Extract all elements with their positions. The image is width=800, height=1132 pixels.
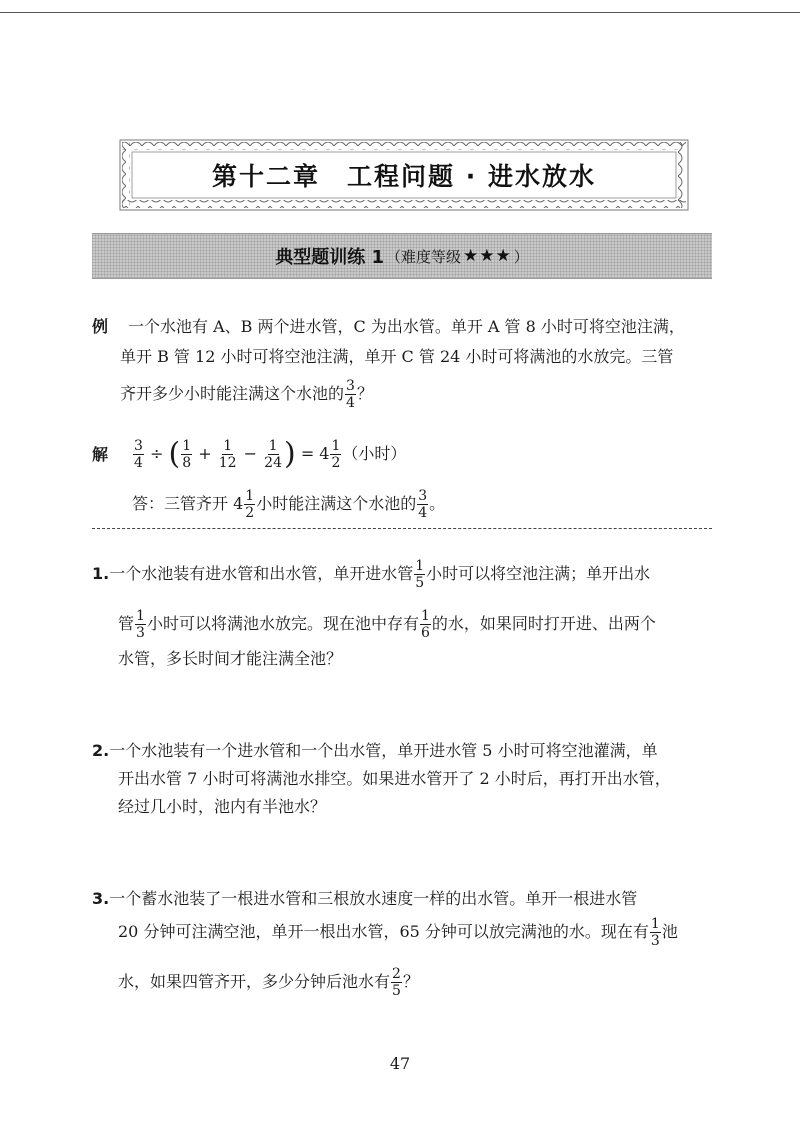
problem-1-line-1 xyxy=(92,554,650,594)
problem-number: 2. xyxy=(92,741,110,760)
fraction-denominator: 12 xyxy=(218,455,237,471)
fraction-numerator: 1 xyxy=(245,488,255,504)
solution-fraction xyxy=(218,438,238,471)
fraction-numerator: 3 xyxy=(346,378,355,394)
result-fraction xyxy=(330,438,341,471)
fraction-numerator: 1 xyxy=(182,438,192,454)
example-line-2: 单开 B 管 12 小时可将空池注满，单开 C 管 24 小时可将满池的水放完。三管 xyxy=(120,347,674,366)
minus-sign: − xyxy=(243,444,258,463)
problem-fraction xyxy=(650,916,661,949)
result-unit: （小时） xyxy=(342,444,407,463)
problem-2-line-2: 开出水管 7 小时可将满池水排空。如果进水管开了 2 小时后，再打开出水管， xyxy=(118,769,671,788)
fraction-numerator: 1 xyxy=(415,558,425,574)
answer-text: 答：三管齐开 4 xyxy=(132,494,244,513)
right-bracket: ) xyxy=(284,436,296,472)
problem-3-line-1 xyxy=(92,888,637,910)
difficulty-stars: ★★★ xyxy=(463,246,512,266)
fraction-numerator: 1 xyxy=(331,438,341,454)
solution-fraction xyxy=(133,438,144,471)
problem-text: 的水，如果同时打开进、出两个 xyxy=(431,614,656,633)
fraction-denominator: 3 xyxy=(136,625,145,641)
problem-2-line-3: 经过几小时，池内有半池水？ xyxy=(118,797,327,816)
fraction-denominator: 5 xyxy=(415,575,425,591)
fraction-numerator: 3 xyxy=(134,438,143,454)
fraction-denominator: 6 xyxy=(420,625,430,641)
fraction-denominator: 4 xyxy=(418,505,428,521)
answer-fraction xyxy=(417,488,428,521)
fraction-numerator: 1 xyxy=(223,438,233,454)
problem-text: ？ xyxy=(402,972,419,991)
problem-1-line-3: 水管，多长时间才能注满全池？ xyxy=(118,649,343,668)
difficulty-label: （难度等级 xyxy=(386,247,462,266)
problem-fraction xyxy=(135,608,146,641)
page-number: 47 xyxy=(389,1054,411,1073)
fraction-numerator: 1 xyxy=(650,916,660,932)
dashed-divider xyxy=(92,528,712,529)
difficulty-close: ） xyxy=(513,247,529,266)
chapter-title: 第十二章 工程问题 · 进水放水 xyxy=(212,162,596,191)
chapter-banner xyxy=(118,138,690,212)
problem-text: 小时可以将空池注满；单开出水 xyxy=(426,564,651,583)
example-line-3 xyxy=(120,374,373,414)
section-header xyxy=(92,233,712,279)
problem-text: 一个水池装有进水管和出水管，单开进水管 xyxy=(109,564,414,583)
example-fraction xyxy=(345,378,356,411)
solution-fraction xyxy=(263,438,283,471)
example-label: 例 xyxy=(92,317,109,336)
problem-text: 一个蓄水池装了一根进水管和三根放水速度一样的出水管。单开一根进水管 xyxy=(109,889,638,908)
answer-text-mid: 小时能注满这个水池的 xyxy=(256,494,417,513)
problem-text: 一个水池装有一个进水管和一个出水管，单开进水管 5 小时可将空池灌满，单 xyxy=(109,741,658,760)
plus-sign: + xyxy=(198,444,212,463)
example-line-1: 一个水池有 A、B 两个进水管，C 为出水管。单开 A 管 8 小时可将空池注满， xyxy=(128,317,685,336)
top-rule xyxy=(0,12,800,13)
answer-text-end: 。 xyxy=(429,494,446,513)
fraction-denominator: 4 xyxy=(134,455,143,471)
problem-text: 小时可以将满池水放完。现在池中存有 xyxy=(146,614,419,633)
problem-number: 1. xyxy=(92,564,110,583)
divide-sign: ÷ xyxy=(150,444,164,463)
fraction-denominator: 8 xyxy=(182,455,192,471)
problem-3-line-3 xyxy=(118,962,419,1002)
fraction-denominator: 4 xyxy=(346,395,355,411)
example-line-3-text: 齐开多少小时能注满这个水池的 xyxy=(120,384,345,403)
fraction-denominator: 2 xyxy=(245,505,255,521)
problem-1-line-2 xyxy=(118,604,656,644)
solution-label: 解 xyxy=(92,445,109,464)
problem-2-line-1 xyxy=(92,740,658,762)
problem-fraction xyxy=(414,558,425,591)
problem-text: 管 xyxy=(118,614,135,633)
fraction-numerator: 2 xyxy=(392,966,401,982)
fraction-numerator: 3 xyxy=(418,488,428,504)
problem-3-line-2 xyxy=(118,912,678,952)
solution-fraction xyxy=(181,438,192,471)
problem-text: 水，如果四管齐开，多少分钟后池水有 xyxy=(118,972,391,991)
problem-fraction xyxy=(420,608,431,641)
solution-answer xyxy=(132,484,445,524)
problem-fraction xyxy=(391,966,402,999)
problem-text: 池 xyxy=(661,922,678,941)
solution-equation xyxy=(132,434,406,474)
section-title: 典型题训练 1 xyxy=(275,247,385,268)
answer-fraction xyxy=(244,488,255,521)
fraction-numerator: 1 xyxy=(268,438,278,454)
fraction-denominator: 2 xyxy=(331,455,341,471)
equals-result: = 4 xyxy=(300,444,330,463)
fraction-numerator: 1 xyxy=(420,608,430,624)
problem-text: 20 分钟可注满空池，单开一根出水管，65 分钟可以放完满池的水。现在有 xyxy=(118,922,649,941)
fraction-denominator: 5 xyxy=(392,983,401,999)
fraction-denominator: 3 xyxy=(650,933,660,949)
problem-number: 3. xyxy=(92,889,110,908)
example-line-3-end: ？ xyxy=(356,384,373,403)
fraction-denominator: 24 xyxy=(264,455,282,471)
left-bracket: ( xyxy=(168,436,181,472)
fraction-numerator: 1 xyxy=(136,608,145,624)
